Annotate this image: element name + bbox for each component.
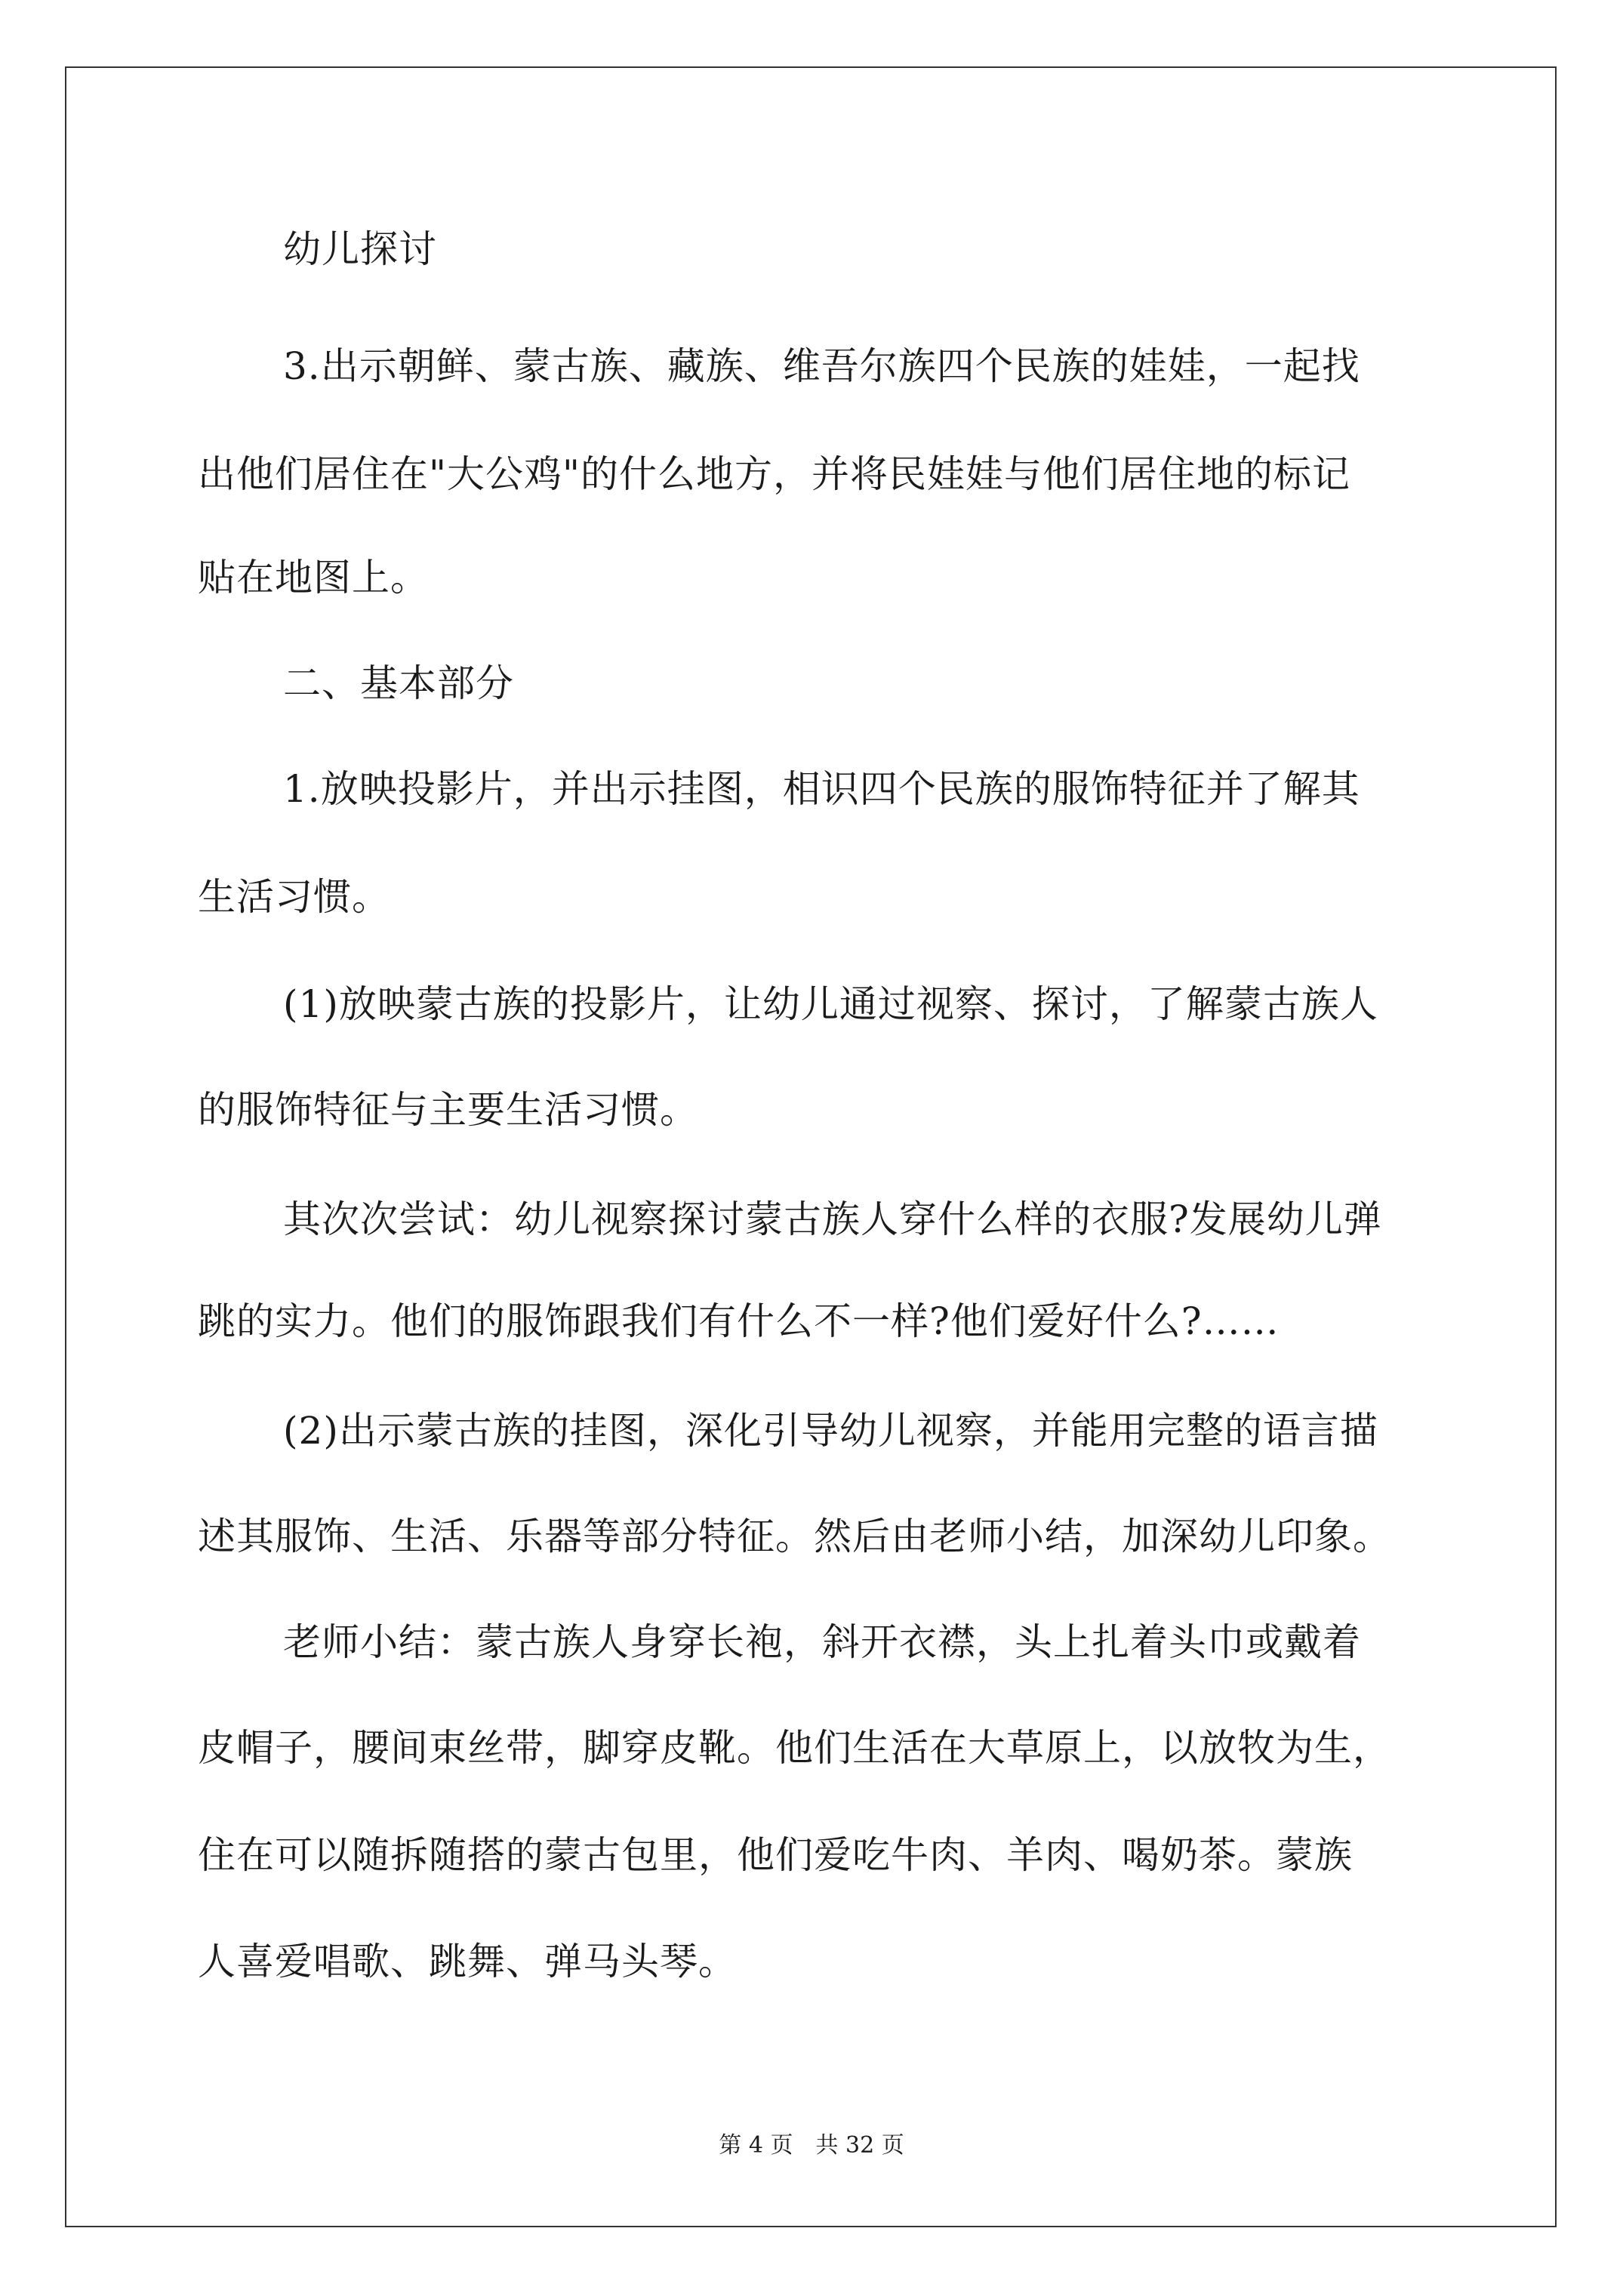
paragraph-line: 生活习惯。	[198, 875, 390, 919]
paragraph-line: 贴在地图上。	[198, 556, 429, 599]
section-heading-basic: 二、基本部分	[283, 661, 514, 705]
page-border	[65, 66, 1557, 2227]
paragraph-line: 出他们居住在"大公鸡"的什么地方，并将民娃娃与他们居住地的标记	[198, 452, 1350, 496]
paragraph-line: 老师小结：蒙古族人身穿长袍，斜开衣襟，头上扎着头巾或戴着	[283, 1620, 1361, 1664]
paragraph-line: 跳的实力。他们的服饰跟我们有什么不一样?他们爱好什么?……	[198, 1299, 1280, 1343]
paragraph-line: 人喜爱唱歌、跳舞、弹马头琴。	[198, 1940, 737, 1983]
paragraph-line: 述其服饰、生活、乐器等部分特征。然后由老师小结，加深幼儿印象。	[198, 1515, 1391, 1558]
paragraph-heading-discussion: 幼儿探讨	[283, 227, 437, 271]
paragraph-line: (1)放映蒙古族的投影片，让幼儿通过视察、探讨，了解蒙古族人	[283, 982, 1378, 1026]
paragraph-line: 1.放映投影片，并出示挂图，相识四个民族的服饰特征并了解其	[283, 767, 1360, 811]
paragraph-line: 其次次尝试：幼儿视察探讨蒙古族人穿什么样的衣服?发展幼儿弹	[283, 1197, 1382, 1241]
paragraph-line: (2)出示蒙古族的挂图，深化引导幼儿视察，并能用完整的语言描	[283, 1409, 1378, 1453]
page-number-footer: 第 4 页 共 32 页	[719, 2132, 904, 2159]
paragraph-line: 住在可以随拆随搭的蒙古包里，他们爱吃牛肉、羊肉、喝奶茶。蒙族	[198, 1833, 1353, 1877]
paragraph-line: 3.出示朝鲜、蒙古族、藏族、维吾尔族四个民族的娃娃，一起找	[283, 344, 1360, 388]
paragraph-line: 皮帽子，腰间束丝带，脚穿皮靴。他们生活在大草原上，以放牧为生，	[198, 1726, 1391, 1770]
paragraph-line: 的服饰特征与主要生活习惯。	[198, 1088, 698, 1132]
